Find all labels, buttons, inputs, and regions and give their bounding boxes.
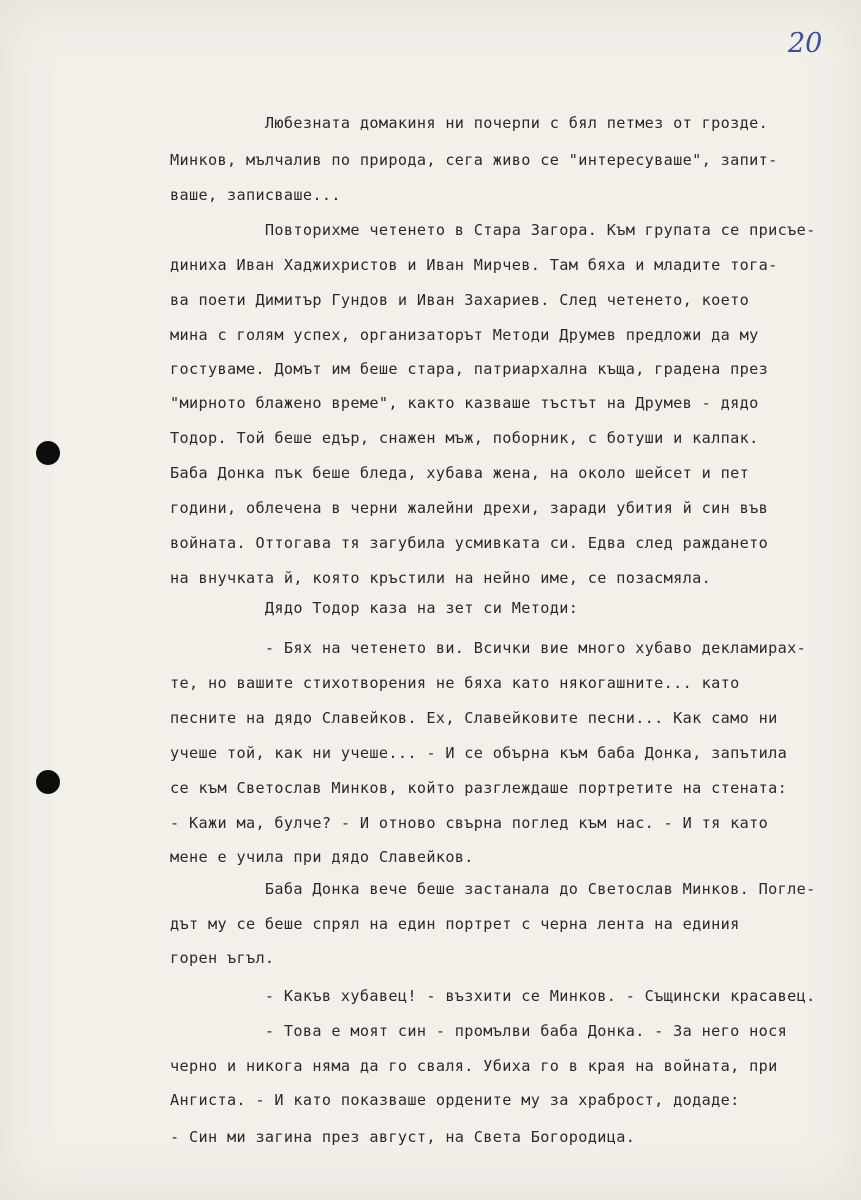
text-line: се към Светослав Минков, който разглеждаше портретите на стената: [170, 779, 788, 797]
text-line: Минков, мълчалив по природа, сега живо се "интересуваше", запит- [170, 151, 778, 169]
text-line: ваше, записваше... [170, 186, 341, 204]
page-number: 20 [788, 28, 823, 59]
text-line: мина с голям успех, организаторът Методи Друмев предложи да му [170, 326, 759, 344]
text-line: Дядо Тодор каза на зет си Методи: [170, 599, 579, 617]
text-line: години, облечена в черни жалейни дрехи, заради убития й син във [170, 499, 769, 517]
text-line: - Бях на четенето ви. Всички вие много хубаво декламирах- [170, 639, 807, 657]
text-line: войната. Оттогава тя загубила усмивката си. Едва след раждането [170, 534, 769, 552]
text-line: Ангиста. - И като показваше ордените му за храброст, додаде: [170, 1091, 740, 1109]
text-line: черно и никога няма да го сваля. Убиха го в края на войната, при [170, 1057, 778, 1075]
body-text [170, 0, 860, 1146]
text-line: на внучката й, която кръстили на нейно име, се позасмяла. [170, 569, 712, 587]
text-line: дът му се беше спрял на един портрет с черна лента на единия [170, 915, 740, 933]
punch-hole-top [36, 441, 60, 465]
text-line: - Какъв хубавец! - възхити се Минков. - Същински красавец. [170, 987, 816, 1005]
text-line: ва поети Димитър Гундов и Иван Захариев. След четенето, което [170, 291, 750, 309]
text-line: Баба Донка вече беше застанала до Светослав Минков. Погле- [170, 880, 816, 898]
text-line: мене е учила при дядо Славейков. [170, 848, 474, 866]
text-line: Любезната домакиня ни почерпи с бял петмез от грозде. [170, 114, 769, 132]
text-line: учеше той, как ни учеше... - И се обърна към баба Донка, запътила [170, 744, 788, 762]
text-line: гостуваме. Домът им беше стара, патриархална къща, градена през [170, 360, 769, 378]
text-line: горен ъгъл. [170, 949, 275, 967]
text-line: Тодор. Той беше едър, снажен мъж, поборник, с ботуши и калпак. [170, 429, 759, 447]
text-line: диниха Иван Хаджихристов и Иван Мирчев. Там бяха и младите тога- [170, 256, 778, 274]
text-line: Повторихме четенето в Стара Загора. Към групата се присъе- [170, 221, 816, 239]
text-line: те, но вашите стихотворения не бяха като някогашните... като [170, 674, 740, 692]
text-line: "мирното блажено време", както казваше тъстът на Друмев - дядо [170, 394, 759, 412]
text-line: Баба Донка пък беше бледа, хубава жена, на около шейсет и пет [170, 464, 750, 482]
text-line: песните на дядо Славейков. Ех, Славейковите песни... Как само ни [170, 709, 778, 727]
text-line: - Това е моят син - промълви баба Донка. - За него нося [170, 1022, 788, 1040]
punch-hole-bottom [36, 770, 60, 794]
text-line: - Кажи ма, булче? - И отново свърна поглед към нас. - И тя като [170, 814, 769, 832]
text-line: - Син ми загина през август, на Света Богородица. [170, 1128, 636, 1146]
